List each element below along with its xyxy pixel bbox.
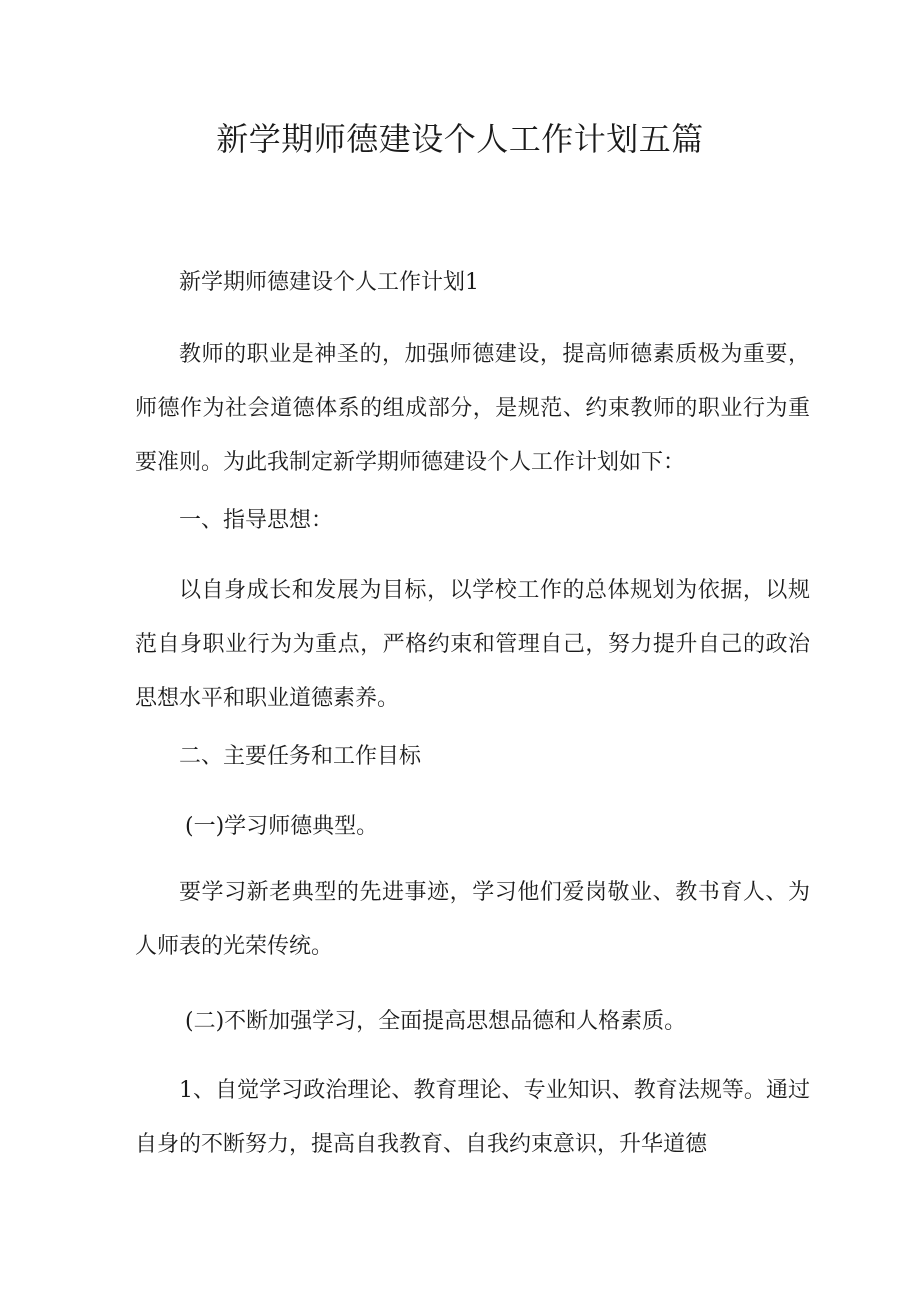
paragraph-guiding-thought: 以自身成长和发展为目标，以学校工作的总体规划为依据，以规范自身职业行为为重点，严格约束和管理自己，努力提升自己的政治思想水平和职业道德素养。 (135, 578, 810, 711)
paragraph-political-study: 1、自觉学习政治理论、教育理论、专业知识、教育法规等。通过自身的不断努力，提高自我教育、自我约束意识，升华道德 (135, 1078, 810, 1157)
document-title: 新学期师德建设个人工作计划五篇 (216, 120, 704, 158)
subheading-study-models: (一)学习师德典型。 (185, 814, 379, 839)
heading-guiding-thought: 一、指导思想： (179, 508, 334, 533)
section-heading: 新学期师德建设个人工作计划1 (179, 270, 479, 295)
paragraph-study-models: 要学习新老典型的先进事迹，学习他们爱岗敬业、教书育人、为人师表的光荣传统。 (135, 880, 810, 959)
heading-main-tasks: 二、主要任务和工作目标 (179, 744, 422, 769)
subheading-continuous-learning: (二)不断加强学习，全面提高思想品德和人格素质。 (185, 1009, 687, 1034)
intro-paragraph: 教师的职业是神圣的，加强师德建设，提高师德素质极为重要，师德作为社会道德体系的组成部分，是规范、约束教师的职业行为重要准则。为此我制定新学期师德建设个人工作计划如下： (135, 342, 810, 475)
